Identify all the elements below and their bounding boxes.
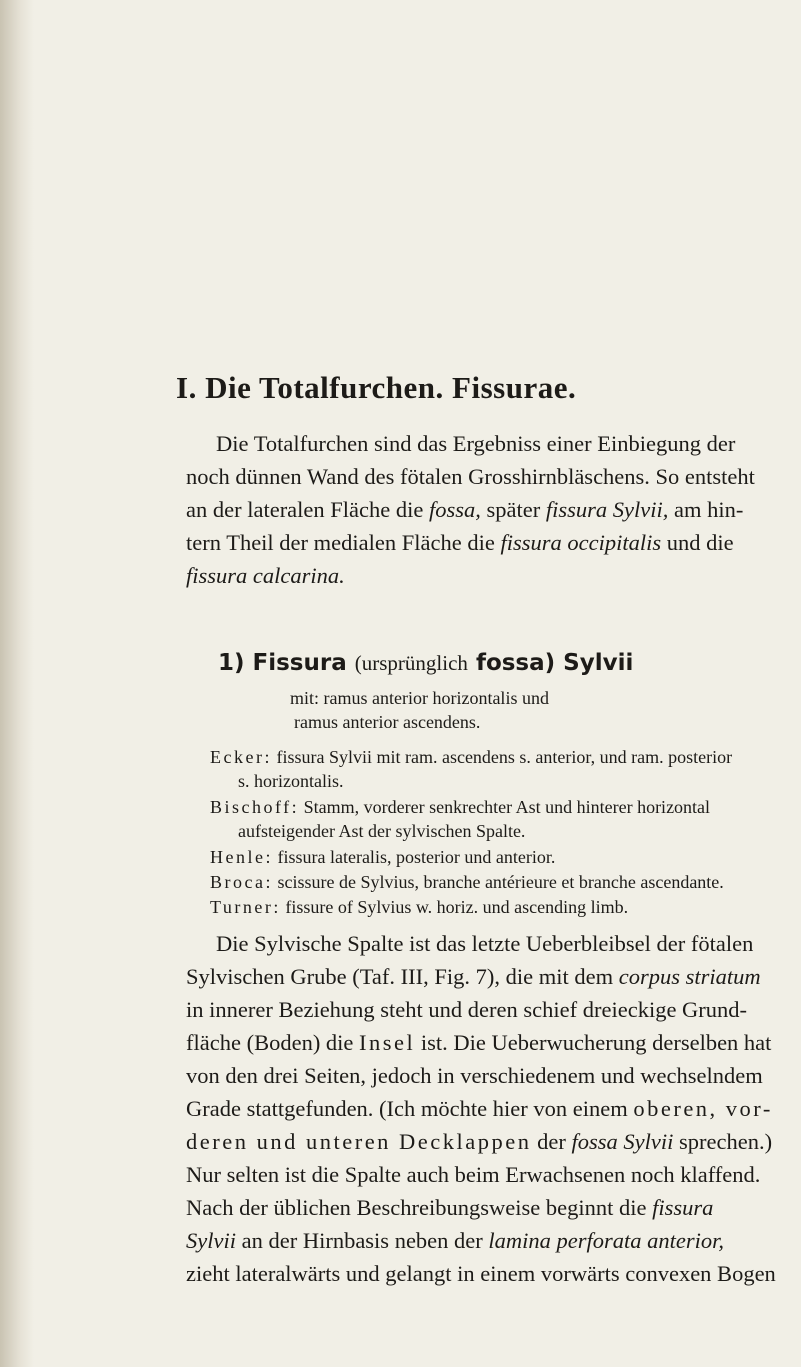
intro-line-2: noch dünnen Wand des fötalen Grosshirnbläschens. So entsteht — [186, 464, 755, 489]
para-line-5: von den drei Seiten, jedoch in verschiedenem und wechselndem — [186, 1063, 763, 1088]
synonym-bischoff-cont: aufsteigender Ast der sylvischen Spalte. — [238, 821, 526, 841]
para-line-9: Nach der üblichen Beschreibungsweise beginnt die fissura — [186, 1195, 714, 1220]
section-mit-line-1: mit: ramus anterior horizontalis und — [290, 688, 549, 708]
para-line-11: zieht lateralwärts und gelangt in einem vorwärts convexen Bogen — [186, 1261, 776, 1286]
para-line-8: Nur selten ist die Spalte auch beim Erwachsenen noch klaffend. — [186, 1162, 761, 1187]
intro-line-4: tern Theil der medialen Fläche die fissura occipitalis und die — [186, 530, 734, 555]
intro-line-5: fissura calcarina. — [186, 563, 345, 588]
synonym-ecker: Ecker: fissura Sylvii mit ram. ascendens s. anterior, und ram. posterior — [210, 747, 733, 767]
para-line-4: fläche (Boden) die Insel ist. Die Ueberwucherung derselben hat — [186, 1030, 772, 1055]
chapter-heading: I. Die Totalfurchen. Fissurae. — [176, 370, 577, 405]
para-line-3: in innerer Beziehung steht und deren schief dreieckige Grund- — [186, 997, 748, 1022]
intro-line-3: an der lateralen Fläche die fossa, später fissura Sylvii, am hin- — [186, 497, 744, 522]
para-line-6: Grade stattgefunden. (Ich möchte hier von einem oberen, vor- — [186, 1096, 773, 1121]
synonym-turner: Turner: fissure of Sylvius w. horiz. und ascending limb. — [210, 897, 629, 917]
synonym-henle: Henle: fissura lateralis, posterior und anterior. — [210, 847, 556, 867]
para-line-2: Sylvischen Grube (Taf. III, Fig. 7), die mit dem corpus striatum — [186, 964, 761, 989]
intro-line-1: Die Totalfurchen sind das Ergebniss einer Einbiegung der — [216, 431, 736, 456]
section-mit-line-2: ramus anterior ascendens. — [294, 712, 481, 732]
section-heading: 1) Fissura (ursprünglich fossa) Sylvii — [218, 650, 634, 676]
para-line-7: deren und unteren Decklappen der fossa Sylvii sprechen.) — [186, 1129, 773, 1154]
synonym-broca: Broca: scissure de Sylvius, branche antérieure et branche ascendante. — [210, 872, 724, 892]
para-line-1: Die Sylvische Spalte ist das letzte Ueberbleibsel der fötalen — [216, 931, 754, 956]
synonym-bischoff: Bischoff: Stamm, vorderer senkrechter Ast und hinterer horizontal — [210, 797, 711, 817]
synonym-ecker-cont: s. horizontalis. — [238, 771, 344, 791]
para-line-10: Sylvii an der Hirnbasis neben der lamina perforata anterior, — [186, 1228, 725, 1253]
